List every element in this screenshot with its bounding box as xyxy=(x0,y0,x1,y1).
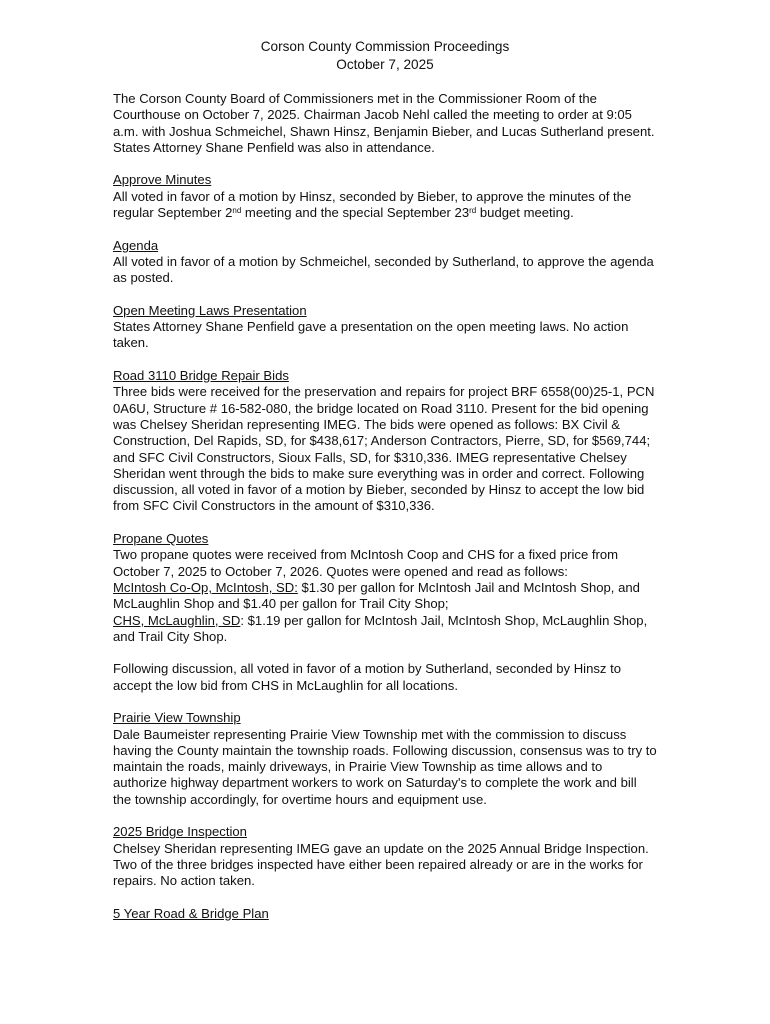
section-heading: Approve Minutes xyxy=(113,172,212,188)
document-title: Corson County Commission Proceedings xyxy=(260,39,510,54)
quote-text: $1.30 per gallon for McIntosh Jail and McIntosh Shop, and McLaughlin Shop and $1.40 per gallon for Trail City Shop; xyxy=(113,579,640,612)
quote-chs xyxy=(113,613,658,646)
section-text: Two propane quotes were received from McIntosh Coop and CHS for a fixed price from October 7, 2025 to October 7, 2026. Quotes were opened and read as follows: xyxy=(113,547,619,579)
section-heading: Agenda xyxy=(113,237,159,253)
section-heading: 5 Year Road & Bridge Plan xyxy=(113,905,269,921)
section-heading: Prairie View Township xyxy=(113,710,241,726)
ordinal-suffix: rd xyxy=(469,206,477,216)
text-part: All voted in favor of a motion by Hinsz, seconded by Bieber, to approve the minutes of the regular September 2 xyxy=(113,188,632,221)
section-propane xyxy=(113,531,658,694)
text-part: budget meeting. xyxy=(476,205,574,221)
section-heading: Propane Quotes xyxy=(113,531,209,547)
section-text: Chelsey Sheridan representing IMEG gave an update on the 2025 Annual Bridge Inspection. Two of the three bridges inspected have either been repaired already or are in the works for repairs. No action taken. xyxy=(113,840,649,889)
section-bridge-bids xyxy=(113,368,658,515)
quote-label: CHS, McLaughlin, SD xyxy=(113,612,241,628)
section-agenda xyxy=(113,238,658,287)
section-text: All voted in favor of a motion by Schmeichel, seconded by Sutherland, to approve the agenda as posted. xyxy=(113,253,654,286)
document-body xyxy=(113,91,658,922)
section-bridge-inspection xyxy=(113,824,658,889)
section-text xyxy=(113,189,658,222)
document-date: October 7, 2025 xyxy=(336,57,434,72)
text-part: meeting and the special September 23 xyxy=(241,205,470,221)
section-text: Dale Baumeister representing Prairie View Township met with the commission to discuss having the County maintain the township roads. Following discussion, consensus was to try to maintain the roads, mainly driveways, in Prairie View Township as time allows and to authorize highway department workers to work on Saturday's to complete the work and bill the township accordingly, for overtime hours and equipment use. xyxy=(113,726,657,807)
section-open-meeting xyxy=(113,303,658,352)
section-road-plan xyxy=(113,906,658,922)
intro-paragraph: The Corson County Board of Commissioners met in the Commissioner Room of the Courthouse on October 7, 2025. Chairman Jacob Nehl called the meeting to order at 9:05 a.m. with Joshua Schmeichel, Shawn Hinsz, Benjamin Bieber, and Lucas Sutherland present. States Attorney Shane Penfield was also in attendance. xyxy=(113,91,655,155)
quote-mcintosh xyxy=(113,580,658,613)
ordinal-suffix: nd xyxy=(232,206,242,216)
section-text: Three bids were received for the preservation and repairs for project BRF 6558(00)25-1, PCN 0A6U, Structure # 16-582-080, the bridge located on Road 3110. Present for the bid opening was Chelsey Sheridan representing IMEG. The bids were opened as follows: BX Civil & Construction, Del Rapids, SD, for $438,617; Anderson Contractors, Pierre, SD, for $569,744; and SFC Civil Constructors, Sioux Falls, SD, for $310,336. IMEG representative Chelsey Sheridan went through the bids to make sure everything was in order and correct. Following discussion, all voted in favor of a motion by Bieber, seconded by Hinsz to accept the low bid from SFC Civil Constructors in the amount of $310,336. xyxy=(113,384,655,514)
section-prairie-view xyxy=(113,710,658,808)
section-text: States Attorney Shane Penfield gave a presentation on the open meeting laws. No action taken. xyxy=(113,319,629,351)
section-heading: 2025 Bridge Inspection xyxy=(113,824,247,840)
section-heading: Open Meeting Laws Presentation xyxy=(113,302,307,318)
section-heading: Road 3110 Bridge Repair Bids xyxy=(113,368,289,384)
quote-label: McIntosh Co-Op, McIntosh, SD: xyxy=(113,579,298,595)
section-approve-minutes xyxy=(113,172,658,221)
propane-followup: Following discussion, all voted in favor of a motion by Sutherland, seconded by Hinsz to accept the low bid from CHS in McLaughlin for all locations. xyxy=(113,661,622,693)
quote-text: : $1.19 per gallon for McIntosh Jail, McIntosh Shop, McLaughlin Shop, and Trail City Shop. xyxy=(113,612,648,644)
